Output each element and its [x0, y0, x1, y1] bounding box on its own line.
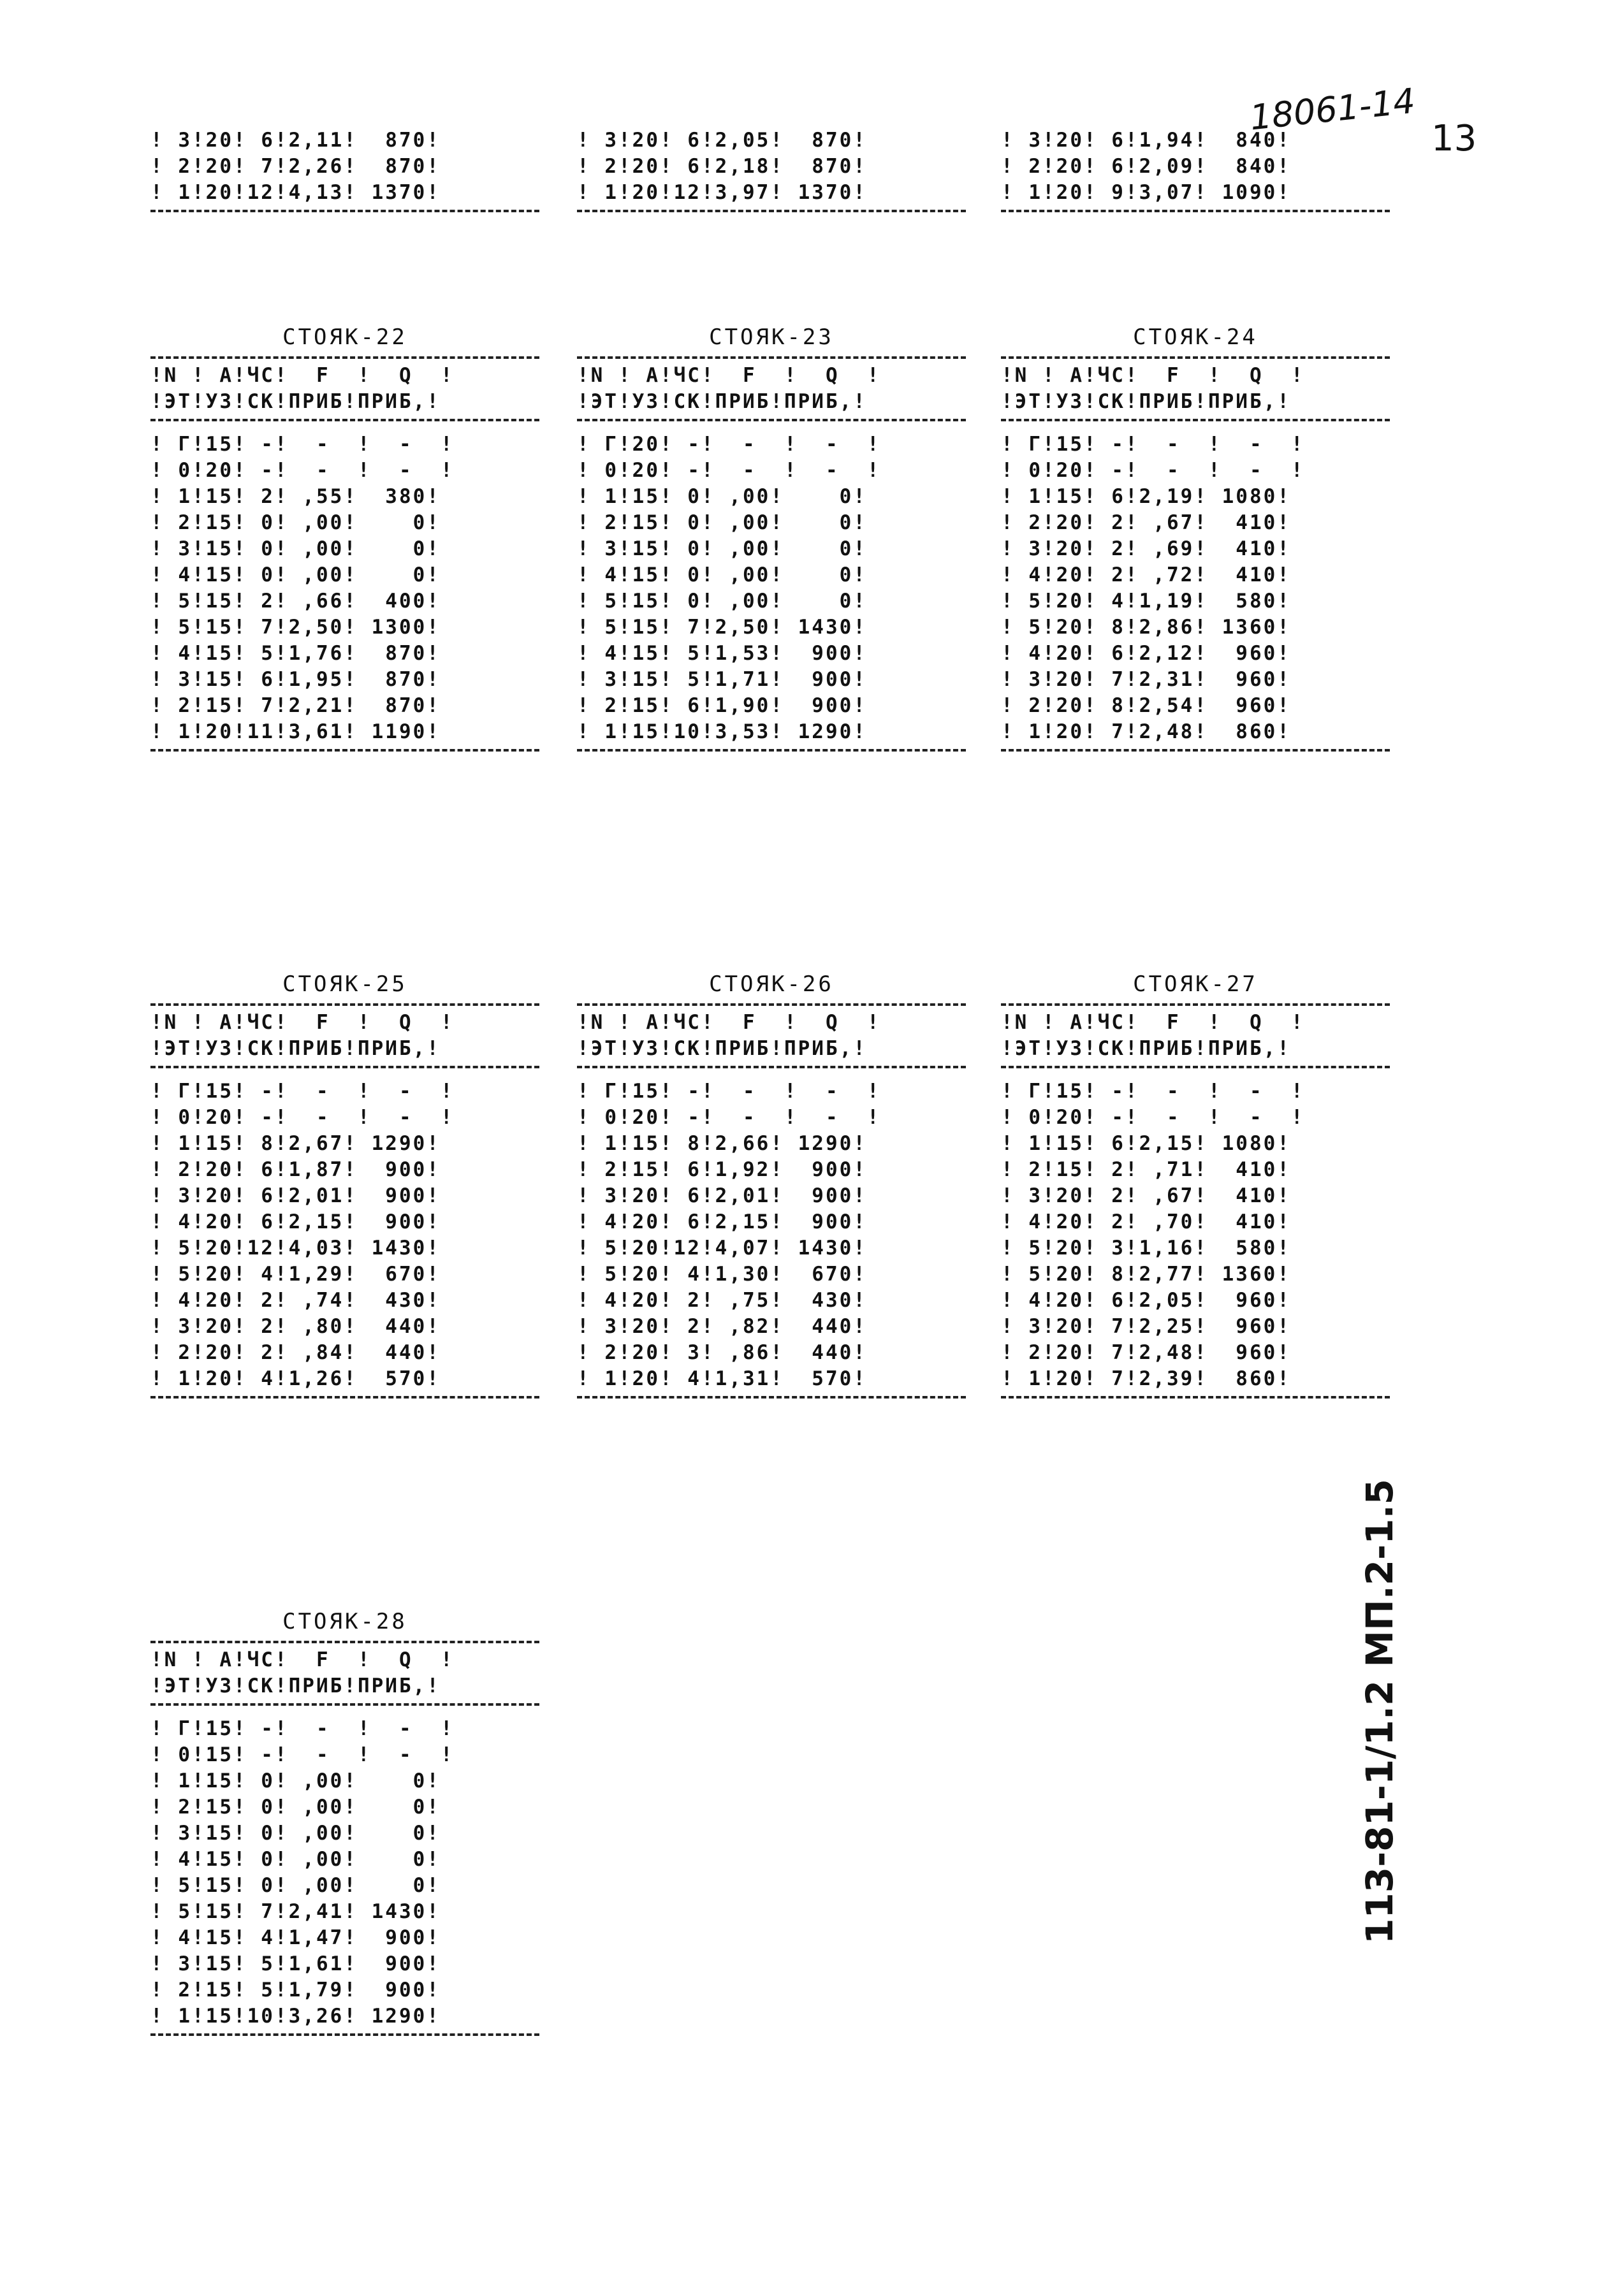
table-row: ! 3!15! 6!1,95! 870!: [150, 668, 441, 691]
table-title: СТОЯК-25: [282, 971, 407, 997]
table-row: ! Г!15! -! - ! - !: [577, 1080, 881, 1103]
table-header-row-2: !ЭТ!УЗ!СК!ПРИБ!ПРИБ,!: [577, 390, 867, 413]
table-row: ! 0!15! -! - ! - !: [150, 1743, 455, 1766]
table-divider: [150, 2033, 539, 2036]
table-divider: [150, 749, 539, 752]
table-header-row-1: !N ! А!ЧС! F ! Q !: [1001, 1011, 1305, 1034]
stoyak-table-22: [150, 322, 539, 755]
table-row: ! 3!15! 5!1,61! 900!: [150, 1952, 441, 1975]
table-row: ! 3!15! 0! ,00! 0!: [150, 1822, 441, 1845]
table-title: СТОЯК-22: [282, 324, 407, 350]
table-row: ! 4!15! 0! ,00! 0!: [577, 563, 867, 586]
table-row: ! 3!15! 0! ,00! 0!: [577, 537, 867, 560]
table-row: ! 3!20! 6!2,05! 870!: [577, 129, 867, 152]
table-row: ! 2!20! 7!2,26! 870!: [150, 155, 441, 178]
table-row: ! 3!20! 6!2,01! 900!: [150, 1184, 441, 1207]
table-title: СТОЯК-26: [709, 971, 834, 997]
table-row: ! 1!15! 0! ,00! 0!: [577, 485, 867, 508]
table-header-row-1: !N ! А!ЧС! F ! Q !: [150, 1648, 455, 1671]
table-divider: [150, 1641, 539, 1643]
table-row: ! 2!20! 6!2,09! 840!: [1001, 155, 1291, 178]
table-row: ! Г!20! -! - ! - !: [577, 433, 881, 456]
table-divider: [577, 419, 966, 421]
table-row: ! 3!20! 7!2,25! 960!: [1001, 1315, 1291, 1338]
table-divider: [1001, 749, 1390, 752]
table-row: ! Г!15! -! - ! - !: [1001, 1080, 1305, 1103]
top-fragment-2: [577, 127, 966, 216]
table-row: ! 2!15! 6!1,90! 900!: [577, 694, 867, 717]
table-row: ! 1!20! 4!1,31! 570!: [577, 1367, 867, 1390]
table-header-row-1: !N ! А!ЧС! F ! Q !: [577, 364, 881, 387]
table-divider: [577, 749, 966, 752]
table-row: ! 1!20!12!4,13! 1370!: [150, 181, 441, 204]
table-divider: [1001, 1396, 1390, 1399]
table-row: ! 3!20! 2! ,82! 440!: [577, 1315, 867, 1338]
table-header-row-2: !ЭТ!УЗ!СК!ПРИБ!ПРИБ,!: [577, 1037, 867, 1060]
stoyak-table-25: [150, 969, 539, 1402]
table-divider: [1001, 356, 1390, 359]
table-divider: [150, 1396, 539, 1399]
table-row: ! 4!20! 2! ,75! 430!: [577, 1289, 867, 1312]
table-row: ! 1!15!10!3,53! 1290!: [577, 720, 867, 743]
table-row: ! 2!15! 7!2,21! 870!: [150, 694, 441, 717]
table-row: ! 5!20!12!4,03! 1430!: [150, 1237, 441, 1260]
table-row: ! 3!20! 7!2,31! 960!: [1001, 668, 1291, 691]
table-row: ! 1!15! 8!2,66! 1290!: [577, 1132, 867, 1155]
stoyak-table-27: [1001, 969, 1390, 1402]
table-divider: [150, 1703, 539, 1706]
table-row: ! 2!20! 3! ,86! 440!: [577, 1341, 867, 1364]
table-divider: [150, 419, 539, 421]
table-row: ! 2!15! 5!1,79! 900!: [150, 1979, 441, 2002]
table-row: ! 3!15! 0! ,00! 0!: [150, 537, 441, 560]
table-row: ! 1!20!11!3,61! 1190!: [150, 720, 441, 743]
table-row: ! 4!20! 2! ,72! 410!: [1001, 563, 1291, 586]
table-row: ! 4!15! 4!1,47! 900!: [150, 1926, 441, 1949]
table-title: СТОЯК-24: [1133, 324, 1258, 350]
table-row: ! 3!20! 6!1,94! 840!: [1001, 129, 1291, 152]
table-divider: [1001, 1066, 1390, 1068]
table-row: ! 1!20! 7!2,39! 860!: [1001, 1367, 1291, 1390]
table-header-row-1: !N ! А!ЧС! F ! Q !: [1001, 364, 1305, 387]
table-divider: [577, 1003, 966, 1006]
table-title: СТОЯК-28: [282, 1609, 407, 1634]
table-row: ! 2!15! 2! ,71! 410!: [1001, 1158, 1291, 1181]
table-row: ! 1!15! 6!2,19! 1080!: [1001, 485, 1291, 508]
table-divider: [150, 1003, 539, 1006]
stoyak-table-26: [577, 969, 966, 1402]
table-row: ! 2!20! 6!1,87! 900!: [150, 1158, 441, 1181]
table-row: ! 1!20! 9!3,07! 1090!: [1001, 181, 1291, 204]
table-row: ! 2!15! 0! ,00! 0!: [577, 511, 867, 534]
table-header-row-2: !ЭТ!УЗ!СК!ПРИБ!ПРИБ,!: [1001, 1037, 1291, 1060]
table-divider: [577, 1066, 966, 1068]
table-row: ! 3!15! 5!1,71! 900!: [577, 668, 867, 691]
table-row: ! 4!20! 2! ,74! 430!: [150, 1289, 441, 1312]
table-row: ! 5!15! 0! ,00! 0!: [577, 590, 867, 613]
table-row: ! 4!15! 5!1,53! 900!: [577, 642, 867, 665]
table-header-row-2: !ЭТ!УЗ!СК!ПРИБ!ПРИБ,!: [1001, 390, 1291, 413]
table-header-row-2: !ЭТ!УЗ!СК!ПРИБ!ПРИБ,!: [150, 1675, 441, 1697]
stoyak-table-24: [1001, 322, 1390, 755]
table-header-row-1: !N ! А!ЧС! F ! Q !: [150, 1011, 455, 1034]
top-fragment-3: [1001, 127, 1390, 216]
table-row: ! 4!20! 6!2,05! 960!: [1001, 1289, 1291, 1312]
table-row: ! 4!15! 0! ,00! 0!: [150, 563, 441, 586]
table-row: ! 0!20! -! - ! - !: [1001, 1106, 1305, 1129]
table-row: ! 0!20! -! - ! - !: [150, 459, 455, 482]
table-row: ! 2!20! 8!2,54! 960!: [1001, 694, 1291, 717]
table-row: ! 5!20! 8!2,86! 1360!: [1001, 616, 1291, 639]
table-row: ! 5!15! 2! ,66! 400!: [150, 590, 441, 613]
table-row: ! 1!15! 0! ,00! 0!: [150, 1769, 441, 1792]
table-row: ! 5!15! 7!2,50! 1300!: [150, 616, 441, 639]
table-divider: [1001, 1003, 1390, 1006]
table-row: ! 3!20! 6!2,11! 870!: [150, 129, 441, 152]
table-row: ! 1!20! 7!2,48! 860!: [1001, 720, 1291, 743]
table-row: ! 4!20! 6!2,12! 960!: [1001, 642, 1291, 665]
table-row: ! 5!20! 3!1,16! 580!: [1001, 1237, 1291, 1260]
table-divider: [577, 1396, 966, 1399]
table-row: ! 4!20! 6!2,15! 900!: [577, 1210, 867, 1233]
table-row: ! 2!15! 6!1,92! 900!: [577, 1158, 867, 1181]
table-header-row-2: !ЭТ!УЗ!СК!ПРИБ!ПРИБ,!: [150, 1037, 441, 1060]
table-row: ! 1!15!10!3,26! 1290!: [150, 2005, 441, 2028]
table-row: ! 5!15! 0! ,00! 0!: [150, 1874, 441, 1897]
table-divider: [577, 356, 966, 359]
table-divider: [150, 356, 539, 359]
table-row: ! Г!15! -! - ! - !: [150, 433, 455, 456]
table-row: ! 5!15! 7!2,50! 1430!: [577, 616, 867, 639]
table-row: ! 2!20! 7!2,48! 960!: [1001, 1341, 1291, 1364]
table-row: ! 4!15! 0! ,00! 0!: [150, 1848, 441, 1871]
table-row: ! 0!20! -! - ! - !: [1001, 459, 1305, 482]
table-header-row-2: !ЭТ!УЗ!СК!ПРИБ!ПРИБ,!: [150, 390, 441, 413]
table-title: СТОЯК-27: [1133, 971, 1258, 997]
table-row: ! 0!20! -! - ! - !: [577, 1106, 881, 1129]
table-row: ! 5!20! 4!1,19! 580!: [1001, 590, 1291, 613]
top-fragment-1: [150, 127, 539, 216]
table-row: ! Г!15! -! - ! - !: [150, 1080, 455, 1103]
table-title: СТОЯК-23: [709, 324, 834, 350]
table-row: ! 1!15! 8!2,67! 1290!: [150, 1132, 441, 1155]
table-row: ! 4!15! 5!1,76! 870!: [150, 642, 441, 665]
table-row: ! 2!20! 2! ,84! 440!: [150, 1341, 441, 1364]
table-row: ! 5!20!12!4,07! 1430!: [577, 1237, 867, 1260]
stoyak-table-23: [577, 322, 966, 755]
sheet-number: 13: [1431, 118, 1477, 159]
table-row: ! 5!20! 8!2,77! 1360!: [1001, 1263, 1291, 1286]
table-divider: [577, 210, 966, 212]
table-divider: [1001, 210, 1390, 212]
table-row: ! 5!20! 4!1,30! 670!: [577, 1263, 867, 1286]
table-header-row-1: !N ! А!ЧС! F ! Q !: [577, 1011, 881, 1034]
table-row: ! 2!20! 6!2,18! 870!: [577, 155, 867, 178]
table-divider: [1001, 419, 1390, 421]
document-number: 18061-14: [1248, 80, 1417, 138]
table-divider: [150, 1066, 539, 1068]
table-row: ! 1!20!12!3,97! 1370!: [577, 181, 867, 204]
table-row: ! 4!20! 2! ,70! 410!: [1001, 1210, 1291, 1233]
table-row: ! 3!20! 6!2,01! 900!: [577, 1184, 867, 1207]
table-row: ! Г!15! -! - ! - !: [1001, 433, 1305, 456]
table-row: ! 0!20! -! - ! - !: [150, 1106, 455, 1129]
table-row: ! 3!20! 2! ,80! 440!: [150, 1315, 441, 1338]
table-divider: [150, 210, 539, 212]
table-row: ! 5!20! 4!1,29! 670!: [150, 1263, 441, 1286]
table-row: ! Г!15! -! - ! - !: [150, 1717, 455, 1740]
table-row: ! 0!20! -! - ! - !: [577, 459, 881, 482]
table-row: ! 1!15! 2! ,55! 380!: [150, 485, 441, 508]
stoyak-table-28: [150, 1606, 539, 2040]
table-row: ! 2!20! 2! ,67! 410!: [1001, 511, 1291, 534]
table-row: ! 3!20! 2! ,69! 410!: [1001, 537, 1291, 560]
table-header-row-1: !N ! А!ЧС! F ! Q !: [150, 364, 455, 387]
table-row: ! 5!15! 7!2,41! 1430!: [150, 1900, 441, 1923]
side-document-code: 113-81-1/1.2 МП.2-1.5: [1358, 1479, 1401, 1944]
table-row: ! 2!15! 0! ,00! 0!: [150, 511, 441, 534]
table-row: ! 2!15! 0! ,00! 0!: [150, 1796, 441, 1819]
table-row: ! 1!20! 4!1,26! 570!: [150, 1367, 441, 1390]
table-row: ! 3!20! 2! ,67! 410!: [1001, 1184, 1291, 1207]
table-row: ! 1!15! 6!2,15! 1080!: [1001, 1132, 1291, 1155]
table-row: ! 4!20! 6!2,15! 900!: [150, 1210, 441, 1233]
